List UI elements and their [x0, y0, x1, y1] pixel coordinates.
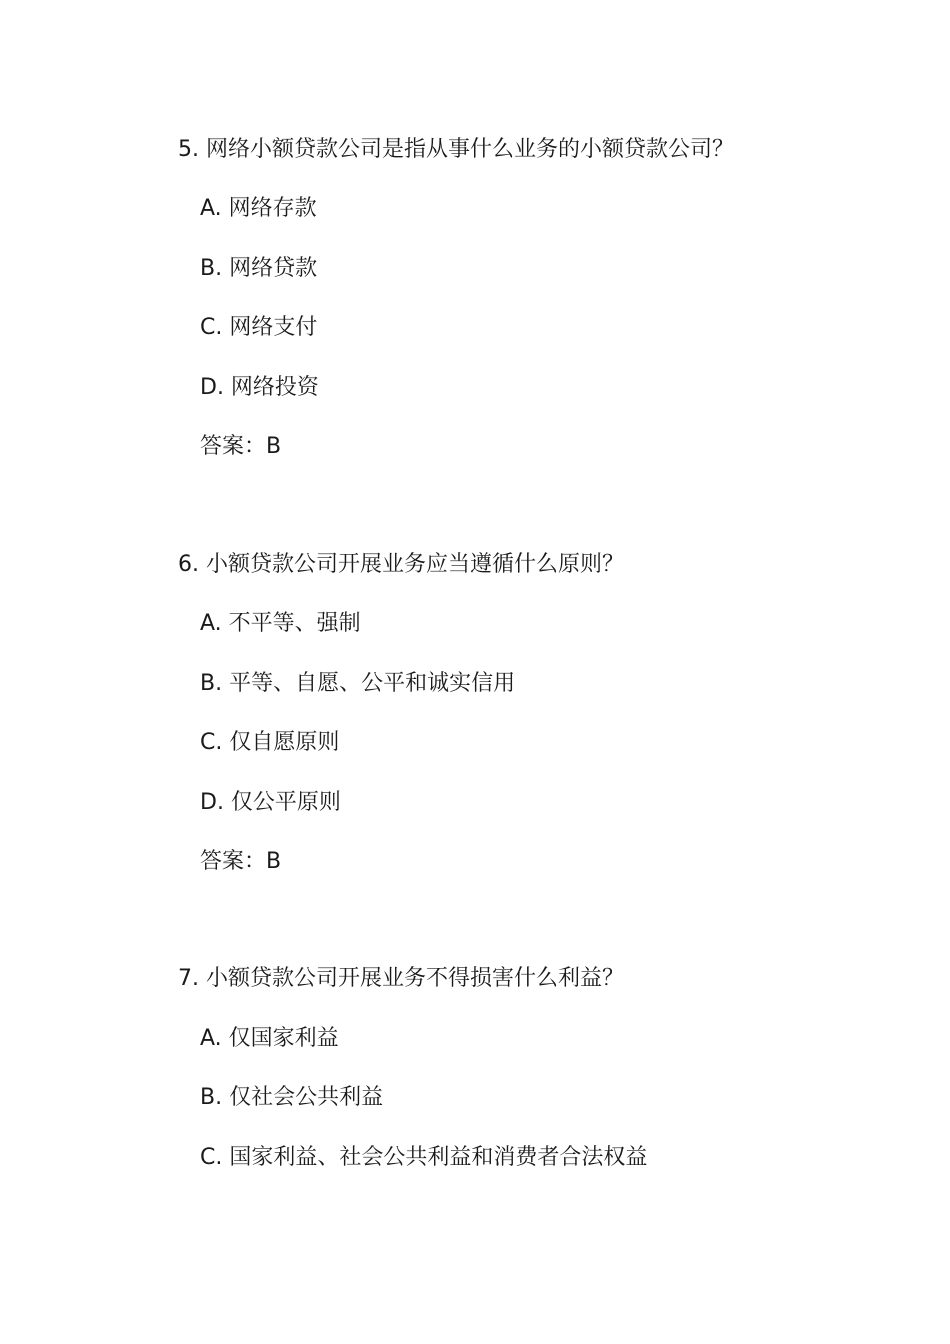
option-a: A. 网络存款 — [200, 196, 317, 221]
option-b: B. 网络贷款 — [200, 256, 318, 281]
option-a: A. 仅国家利益 — [200, 1026, 339, 1051]
option-a: A. 不平等、强制 — [200, 611, 361, 636]
question-stem: 5. 网络小额贷款公司是指从事什么业务的小额贷款公司？ — [178, 137, 734, 162]
option-b: B. 仅社会公共利益 — [200, 1085, 384, 1110]
answer-label: 答案：B — [200, 849, 282, 874]
option-b: B. 平等、自愿、公平和诚实信用 — [200, 671, 516, 696]
option-d: D. 仅公平原则 — [200, 790, 341, 815]
option-c: C. 网络支付 — [200, 315, 318, 340]
question-stem: 7. 小额贷款公司开展业务不得损害什么利益？ — [178, 966, 624, 991]
answer-label: 答案：B — [200, 434, 282, 459]
option-c: C. 仅自愿原则 — [200, 730, 340, 755]
question-stem: 6. 小额贷款公司开展业务应当遵循什么原则？ — [178, 552, 624, 577]
option-d: D. 网络投资 — [200, 375, 319, 400]
option-c: C. 国家利益、社会公共利益和消费者合法权益 — [200, 1145, 648, 1170]
